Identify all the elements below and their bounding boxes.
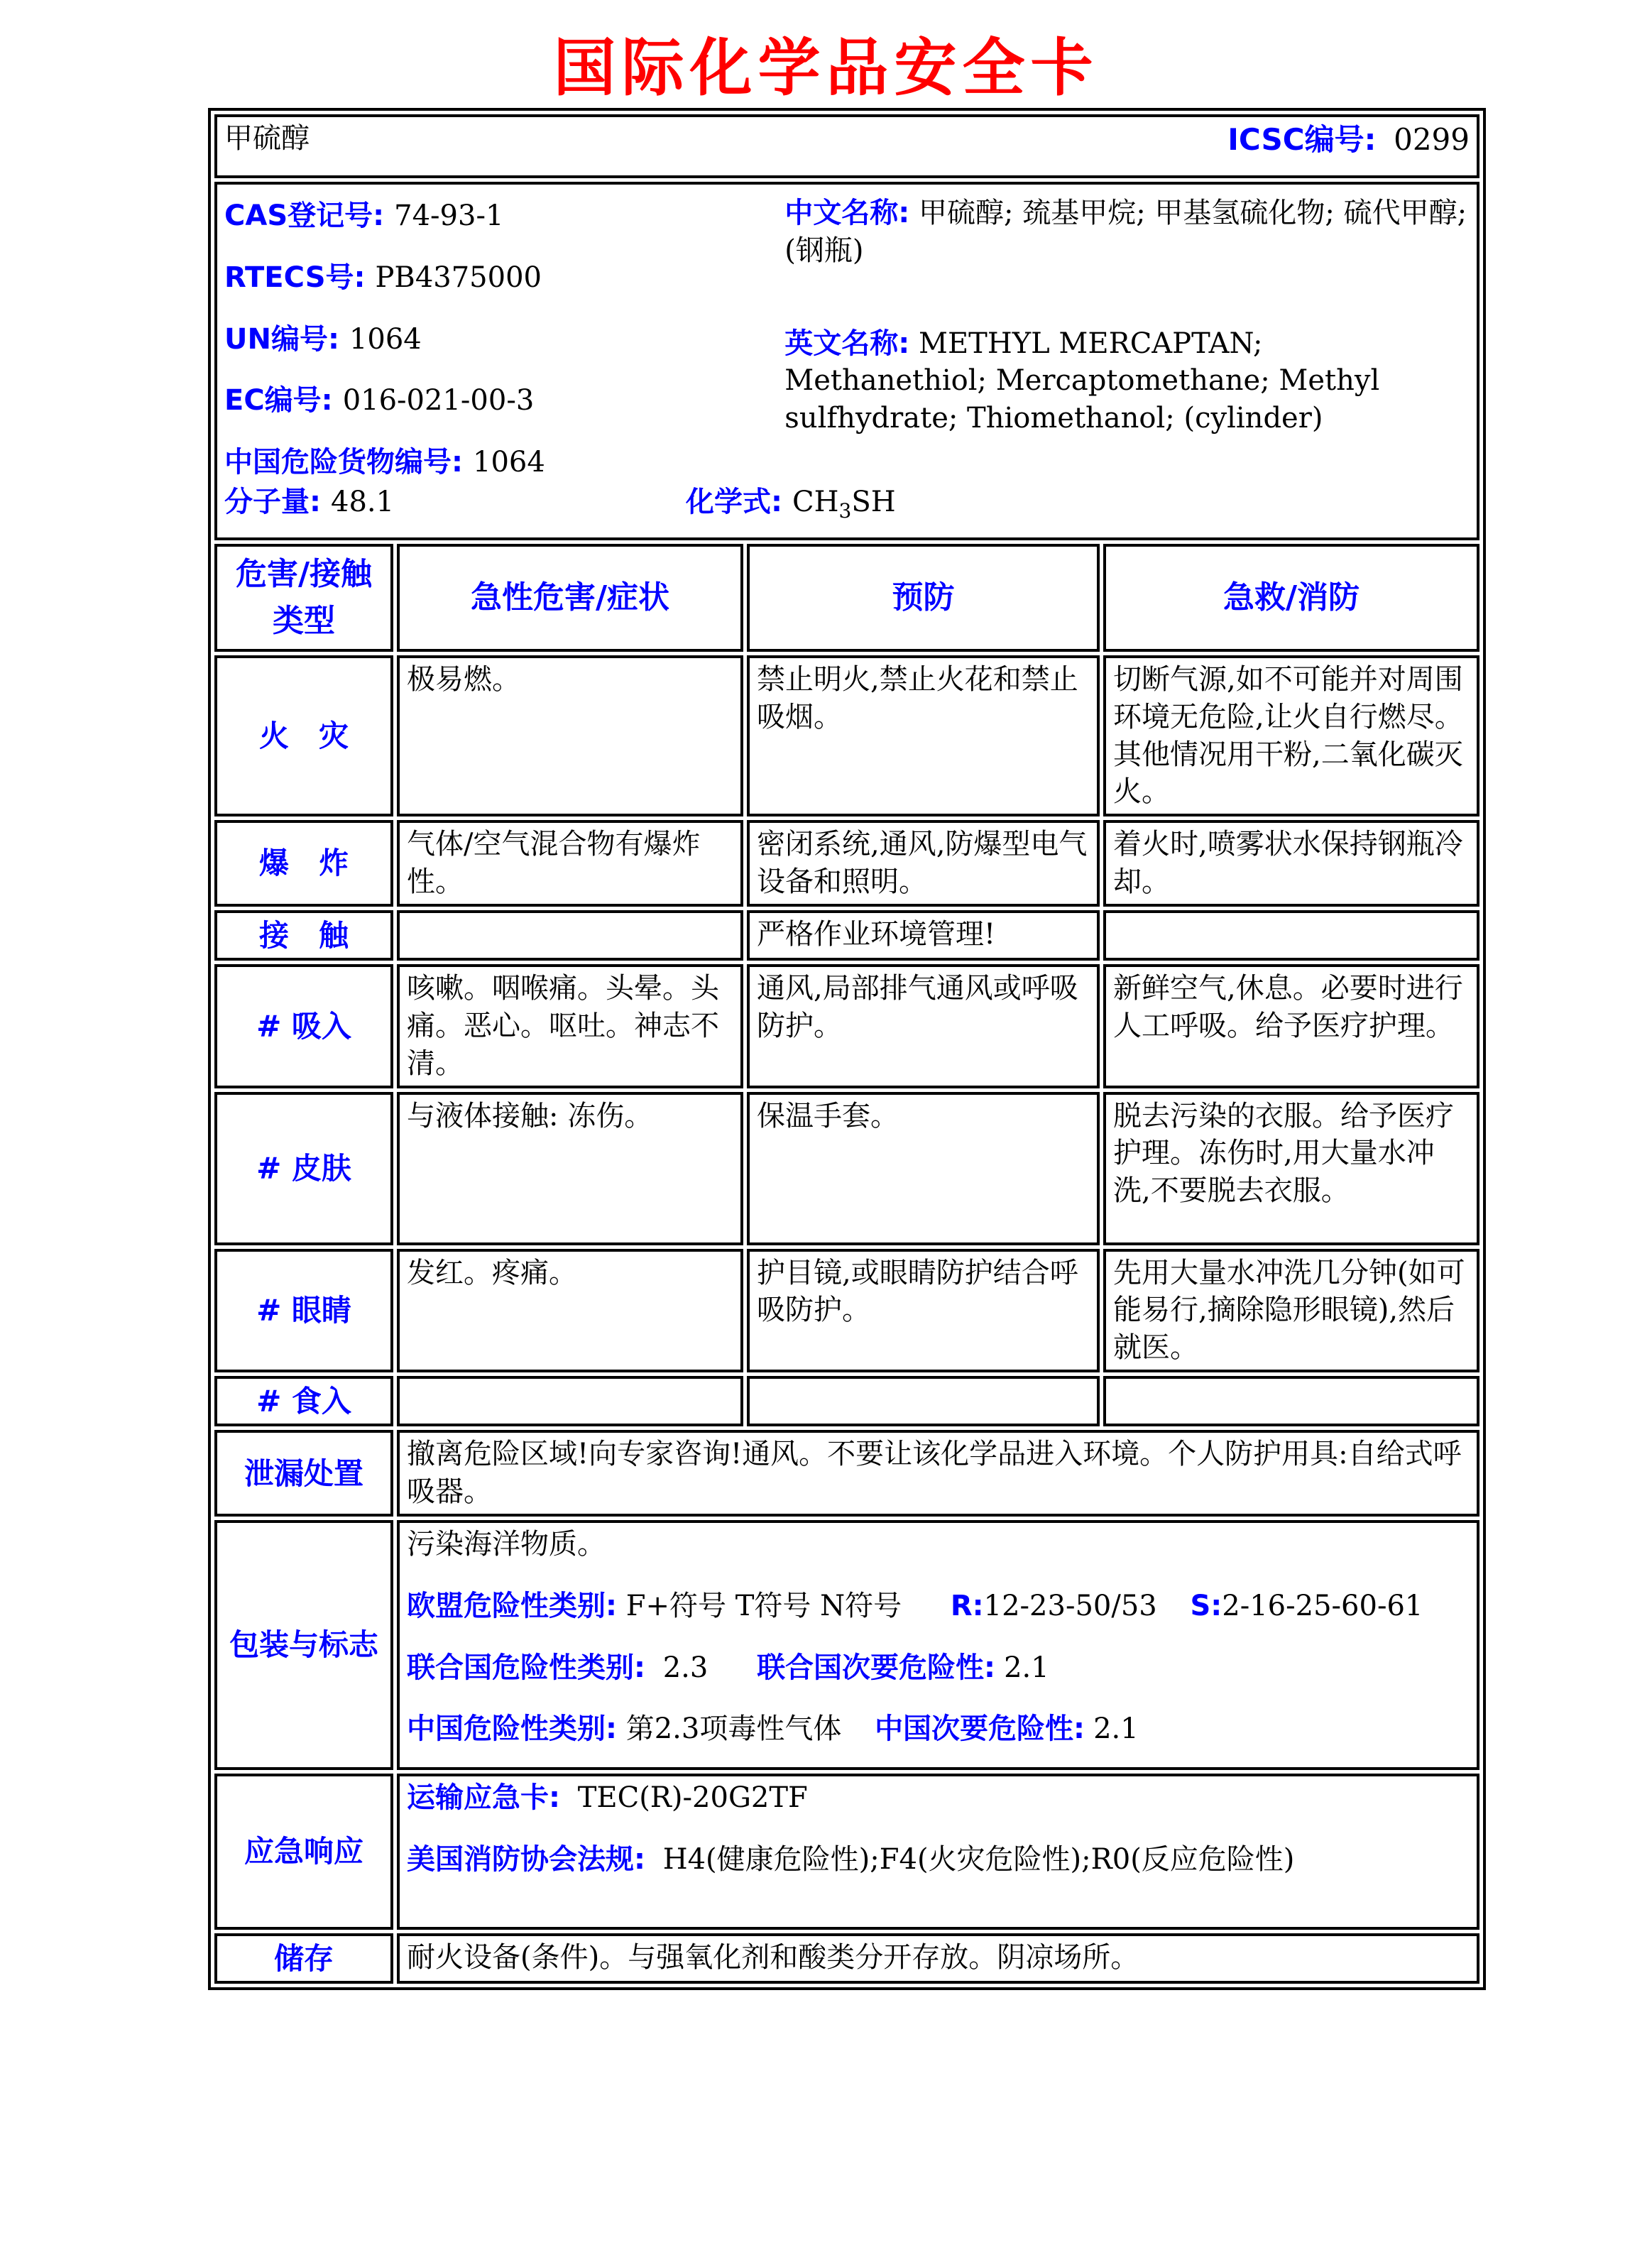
- eyes-firstaid-cell: 先用大量水冲洗几分钟(如可能易行,摘除隐形眼镜),然后就医。: [1103, 1249, 1479, 1372]
- china-dg-value: 1064: [473, 446, 545, 479]
- tec-label: 运输应急卡:: [407, 1781, 560, 1815]
- ingestion-type-cell: # 食入: [214, 1376, 393, 1426]
- chemical-names: [784, 187, 1470, 506]
- packaging-content-cell: [397, 1520, 1479, 1770]
- un-number-line: [224, 321, 784, 359]
- china-class-label: 中国危险性类别:: [407, 1712, 617, 1746]
- china-subrisk-label: 中国次要危险性:: [875, 1712, 1085, 1746]
- china-subrisk-value: 2.1: [1093, 1712, 1139, 1746]
- eyes-prevention-cell: 护目镜,或眼睛防护结合呼吸防护。: [747, 1249, 1100, 1372]
- inhalation-type-cell: # 吸入: [214, 964, 393, 1088]
- identification-row: [214, 182, 1479, 540]
- cas-label: CAS登记号:: [224, 200, 385, 232]
- chemical-formula-value: $CH_3SH$: [792, 486, 896, 523]
- china-dg-label: 中国危险货物编号:: [224, 446, 463, 479]
- un-subrisk-value: 2.1: [1004, 1651, 1049, 1684]
- un-class-value: 2.3: [662, 1651, 709, 1684]
- substance-header-row: [214, 114, 1479, 178]
- spill-row: [214, 1430, 1479, 1517]
- un-class-label: 联合国危险性类别:: [407, 1651, 645, 1684]
- inhalation-prevention-cell: 通风,局部排气通风或呼吸防护。: [747, 964, 1100, 1088]
- eyes-type-cell: # 眼睛: [214, 1249, 393, 1372]
- molecular-weight-group: [224, 484, 686, 525]
- explosion-prevention-cell: 密闭系统,通风,防爆型电气设备和照明。: [747, 820, 1100, 907]
- identification-cell: [214, 182, 1479, 540]
- substance-name: 甲硫醇: [224, 122, 310, 155]
- chinese-name-value: 甲硫醇; 巯基甲烷; 甲基氢硫化物; 硫代甲醇; (钢瓶): [784, 197, 1467, 267]
- header-firstaid: 急救/消防: [1103, 544, 1479, 652]
- header-prevention: 预防: [747, 544, 1100, 652]
- chinese-name-label: 中文名称:: [784, 197, 910, 229]
- un-subrisk-label: 联合国次要危险性:: [757, 1651, 996, 1684]
- chinese-names-line: [784, 195, 1470, 270]
- icsc-number: 0299: [1394, 122, 1470, 157]
- header-symptoms: 急性危害/症状: [397, 544, 743, 652]
- s-phrases-label: S:: [1190, 1589, 1222, 1622]
- icsc-card-table: [208, 108, 1486, 1990]
- un-label: UN编号:: [224, 322, 339, 356]
- hazard-row-explosion: [214, 820, 1479, 907]
- china-class-value: 第2.3项毒性气体: [625, 1712, 842, 1746]
- exposure-firstaid-cell: [1103, 910, 1479, 961]
- packaging-row: [214, 1520, 1479, 1770]
- ec-number-line: [224, 382, 784, 420]
- chemical-formula-group: [686, 484, 896, 525]
- exposure-prevention-cell: 严格作业环境管理!: [747, 910, 1100, 961]
- un-value: 1064: [349, 322, 422, 356]
- hazard-row-fire: [214, 655, 1479, 816]
- emergency-label-cell: 应急响应: [214, 1774, 393, 1930]
- storage-label-cell: 储存: [214, 1933, 393, 1984]
- r-phrases-value: 12-23-50/53: [983, 1589, 1157, 1622]
- english-names-line: [784, 325, 1470, 437]
- molecular-weight-value: 48.1: [331, 486, 395, 519]
- hazard-row-inhalation: [214, 964, 1479, 1088]
- skin-prevention-cell: 保温手套。: [747, 1092, 1100, 1245]
- emergency-row: [214, 1774, 1479, 1930]
- inhalation-firstaid-cell: 新鲜空气,休息。必要时进行人工呼吸。给予医疗护理。: [1103, 964, 1479, 1088]
- rtecs-number-line: [224, 259, 784, 297]
- ingestion-symptoms-cell: [397, 1376, 743, 1426]
- exposure-symptoms-cell: [397, 910, 743, 961]
- fire-firstaid-cell: 切断气源,如不可能并对周围环境无危险,让火自行燃尽。其他情况用干粉,二氧化碳灭火。: [1103, 655, 1479, 816]
- registry-ids: [224, 187, 784, 506]
- hazard-header-row: [214, 544, 1479, 652]
- storage-text-cell: 耐火设备(条件)。与强氧化剂和酸类分开存放。阴凉场所。: [397, 1933, 1479, 1984]
- rtecs-label: RTECS号:: [224, 261, 366, 294]
- explosion-firstaid-cell: 着火时,喷雾状水保持钢瓶冷却。: [1103, 820, 1479, 907]
- page-title: 国际化学品安全卡: [553, 31, 1099, 104]
- hazard-row-skin: [214, 1092, 1479, 1245]
- inhalation-symptoms-cell: 咳嗽。咽喉痛。头晕。头痛。恶心。呕吐。神志不清。: [397, 964, 743, 1088]
- icsc-number-group: [1227, 120, 1470, 160]
- fire-prevention-cell: 禁止明火,禁止火花和禁止吸烟。: [747, 655, 1100, 816]
- hazard-row-ingestion: [214, 1376, 1479, 1426]
- explosion-type-cell: 爆 炸: [214, 820, 393, 907]
- explosion-symptoms-cell: 气体/空气混合物有爆炸性。: [397, 820, 743, 907]
- eu-class-label: 欧盟危险性类别:: [407, 1589, 617, 1622]
- china-classification-line: [407, 1710, 1470, 1748]
- spill-text-cell: 撤离危险区域!向专家咨询!通风。不要让该化学品进入环境。个人防护用具:自给式呼吸器。: [397, 1430, 1479, 1517]
- spill-label-cell: 泄漏处置: [214, 1430, 393, 1517]
- cas-value: 74-93-1: [394, 200, 504, 232]
- china-dg-number-line: [224, 444, 784, 481]
- nfpa-value: H4(健康危险性);F4(火灾危险性);R0(反应危险性): [662, 1842, 1295, 1876]
- skin-type-cell: # 皮肤: [214, 1092, 393, 1245]
- chemical-formula-label: 化学式:: [686, 486, 782, 519]
- s-phrases-value: 2-16-25-60-61: [1222, 1589, 1423, 1622]
- cas-number-line: [224, 197, 784, 235]
- hazard-row-eyes: [214, 1249, 1479, 1372]
- molecular-weight-label: 分子量:: [224, 486, 321, 519]
- english-name-label: 英文名称:: [784, 327, 910, 360]
- icsc-label: ICSC编号:: [1227, 122, 1377, 157]
- ingestion-firstaid-cell: [1103, 1376, 1479, 1426]
- eu-classification-line: [407, 1588, 1470, 1625]
- r-phrases-label: R:: [950, 1589, 984, 1622]
- exposure-type-cell: 接 触: [214, 910, 393, 961]
- marine-pollutant-line: 污染海洋物质。: [407, 1528, 606, 1561]
- ingestion-prevention-cell: [747, 1376, 1100, 1426]
- nfpa-label: 美国消防协会法规:: [407, 1842, 645, 1876]
- header-hazard-type: 危害/接触 类型: [214, 544, 393, 652]
- emergency-content-cell: [397, 1774, 1479, 1930]
- fire-type-cell: 火 灾: [214, 655, 393, 816]
- skin-symptoms-cell: 与液体接触: 冻伤。: [397, 1092, 743, 1245]
- english-name-value: METHYL MERCAPTAN; Methanethiol; Mercaptomethane; Methyl sulfhydrate; Thiomethanol; (cylinder): [784, 327, 1380, 435]
- transport-emergency-card-line: [407, 1779, 1470, 1817]
- fire-symptoms-cell: 极易燃。: [397, 655, 743, 816]
- rtecs-value: PB4375000: [375, 261, 542, 294]
- ec-value: 016-021-00-3: [342, 384, 535, 417]
- eyes-symptoms-cell: 发红。疼痛。: [397, 1249, 743, 1372]
- nfpa-line: [407, 1841, 1470, 1879]
- skin-firstaid-cell: 脱去污染的衣服。给予医疗护理。冻伤时,用大量水冲洗,不要脱去衣服。: [1103, 1092, 1479, 1245]
- substance-header-cell: [214, 114, 1479, 178]
- molecular-info-line: [224, 484, 1470, 525]
- storage-row: [214, 1933, 1479, 1984]
- eu-symbols: F+符号 T符号 N符号: [625, 1589, 902, 1622]
- un-classification-line: [407, 1649, 1470, 1687]
- hazard-row-exposure: [214, 910, 1479, 961]
- tec-value: TEC(R)-20G2TF: [577, 1781, 808, 1815]
- packaging-label-cell: 包装与标志: [214, 1520, 393, 1770]
- ec-label: EC编号:: [224, 384, 333, 417]
